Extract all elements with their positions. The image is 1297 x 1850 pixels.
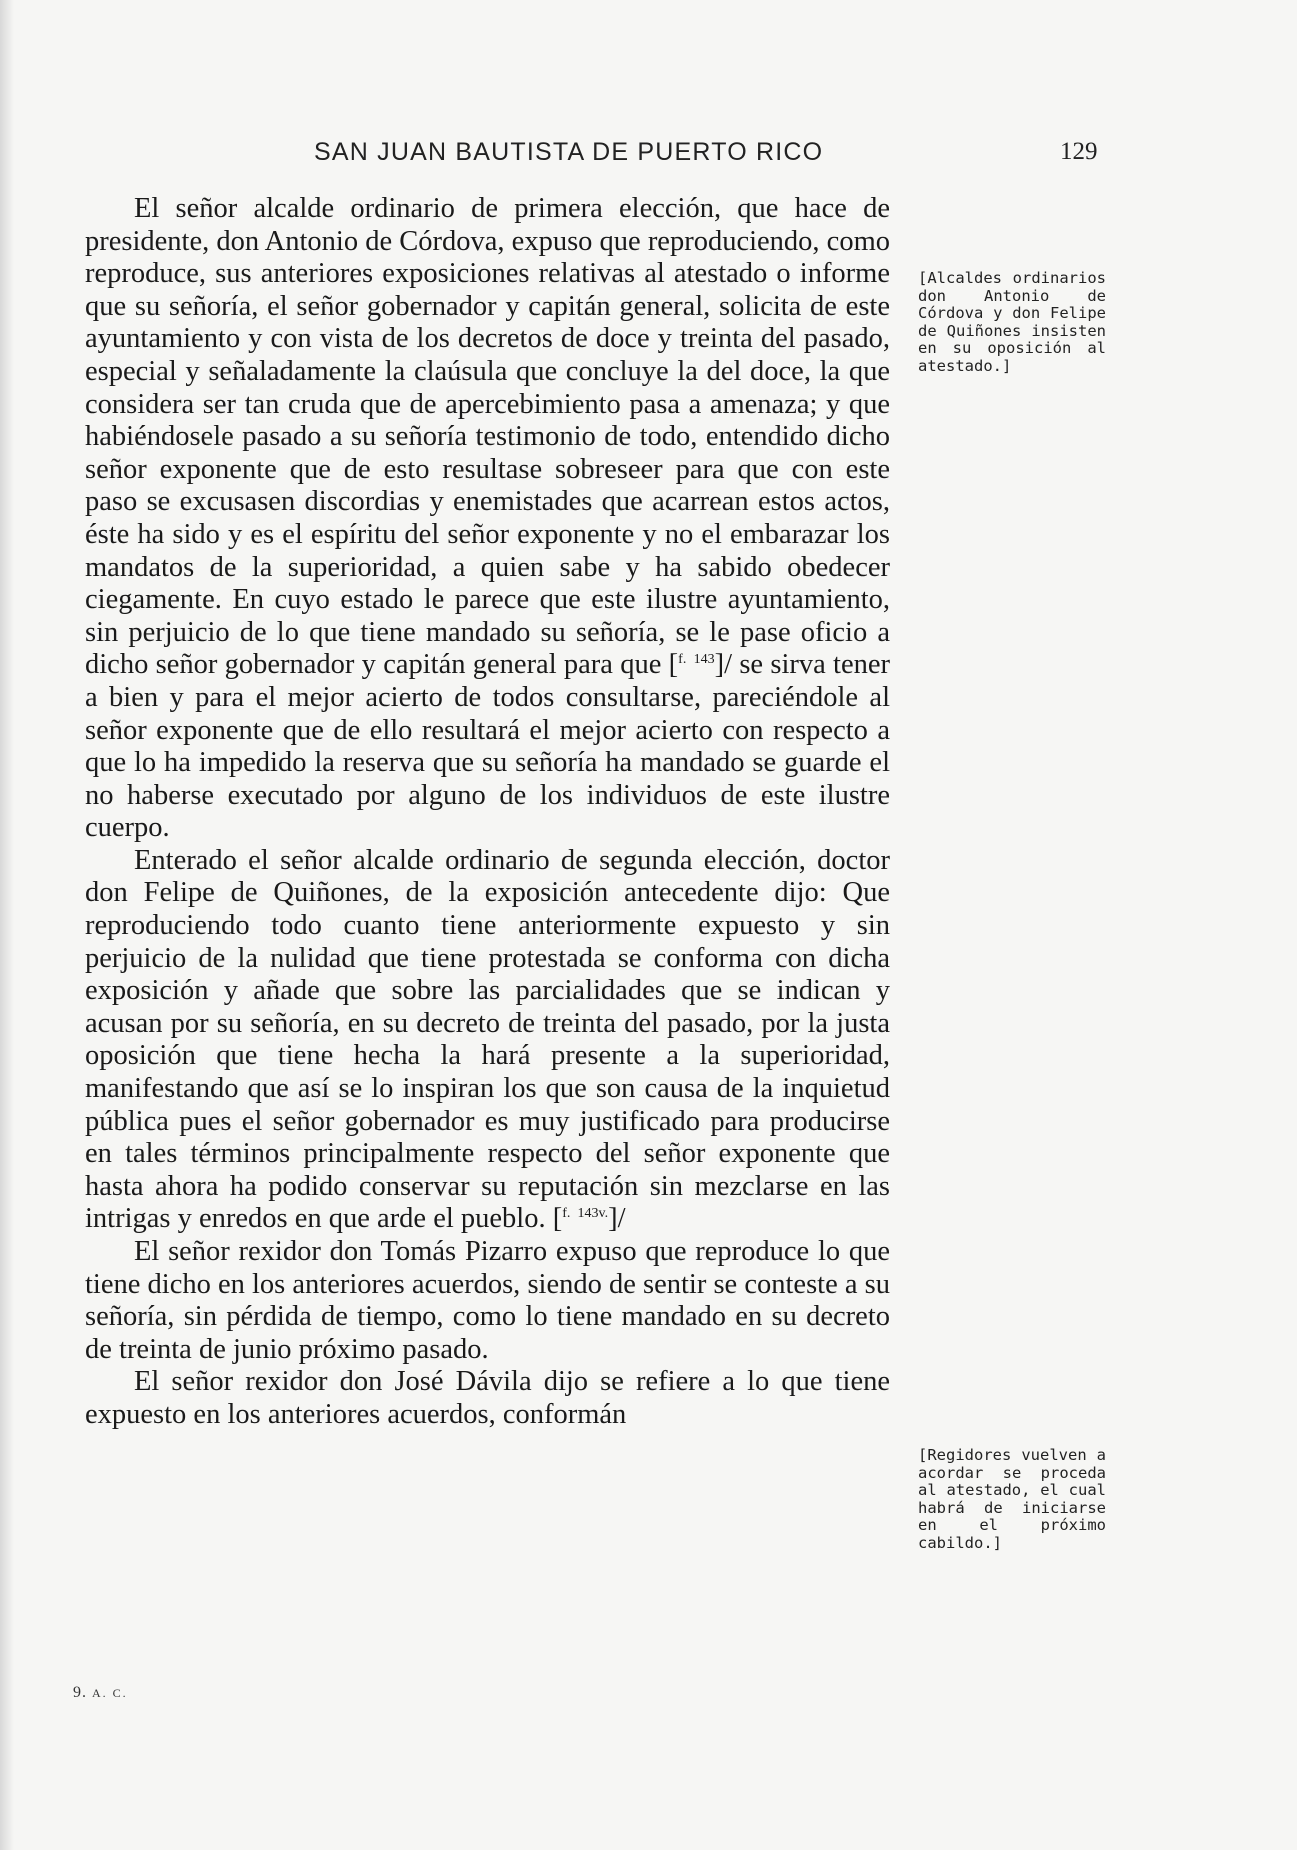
paragraph-text: Enterado el señor alcalde ordinario de segunda elección, doctor don Felipe de Quiñones, de la exposición antecedente dijo: Que reproduciendo todo cuanto tiene anteriormente expuesto y sin perjuicio de la nulidad que tiene protestada se conforma con dicha exposición y añade que sobre las parcialidades que se indican y acusan por su señoría, en su decreto de treinta del pasado, por la justa oposición que tiene hecha la hará presente a la superioridad, manifestando que así se lo inspiran los que son causa de la inquietud pública pues el señor gobernador es muy justificado para producirse en tales términos principalmente respecto del señor exponente que hasta ahora ha podido conservar su reputación sin mezclarse en las intrigas y enredos en que arde el pueblo. [85, 844, 890, 1235]
running-title: SAN JUAN BAUTISTA DE PUERTO RICO [314, 138, 824, 166]
page-number: 129 [1060, 138, 1098, 165]
paragraph: El señor rexidor don José Dávila dijo se refiere a lo que tiene expuesto en los anteriores acuerdos, conformán [85, 1366, 890, 1430]
signature-mark [73, 1684, 128, 1702]
folio-prefix: f. [678, 652, 687, 668]
margin-note: [Regidores vuelven a acordar se proceda al atestado, el cual habrá de iniciarse en el próximo cabildo.] [918, 1446, 1106, 1552]
paragraph-text: El señor alcalde ordinario de primera elección, que hace de presidente, don Antonio de Córdova, expuso que reproduciendo, como reproduce, sus anteriores exposiciones relativas al atestado o informe que su señoría, el señor gobernador y capitán general, solicita de este ayuntamiento y con vista de los decretos de doce y treinta del pasado, especial y señaladamente la claúsula que concluye la del doce, la que considera ser tan cruda que de apercebimiento pasa a amenaza; y que habiéndosele pasado a su señoría testimonio de todo, entendido dicho señor exponente que de esto resultase sobreseer para que con este paso se excusasen discordias y enemistades que acarrean estos actos, éste ha sido y es el espíritu del señor exponente y no el embarazar los mandatos de la superioridad, a quien sabe y ha sabido obedecer ciegamente. En cuyo estado le parece que este ilustre ayuntamiento, sin perjuicio de lo que tiene mandado su señoría, se le pase oficio a dicho señor gobernador y capitán general para que [85, 193, 890, 681]
page-edge-shadow [0, 0, 14, 1850]
paragraph: El señor rexidor don Tomás Pizarro expuso que reproduce lo que tiene dicho en los anteriores acuerdos, siendo de sentir se conteste a su señoría, sin pérdida de tiempo, como lo tiene mandado en su decreto de treinta de junio próximo pasado. [85, 1236, 890, 1365]
folio-reference: [$^{f.}$ $^{143v.}$]/ [552, 1203, 626, 1235]
paragraph-text: se sirva tener a bien y para el mejor acierto de todos consultarse, pareciéndole al señor exponente que de ello resultará el mejor acierto con respecto a que lo ha impedido la reserva que su señoría ha mandado se guarde el no haberse executado por alguno de los individuos de este ilustre cuerpo. [85, 649, 890, 844]
margin-note: [Alcaldes ordinarios don Antonio de Córdova y don Felipe de Quiñones insisten en su oposición al atestado.] [918, 269, 1106, 375]
folio-reference: [$^{f.}$ $^{143}$]/ [668, 649, 740, 681]
folio-number: 143v. [577, 1206, 609, 1222]
paragraph [85, 193, 890, 845]
signature-initials: A. C. [92, 1686, 128, 1700]
running-head [0, 138, 1297, 172]
paragraph [85, 845, 890, 1236]
body-text [85, 193, 890, 1432]
folio-prefix: f. [562, 1206, 571, 1222]
folio-number: 143 [693, 652, 715, 668]
signature-number: 9. [73, 1684, 87, 1701]
